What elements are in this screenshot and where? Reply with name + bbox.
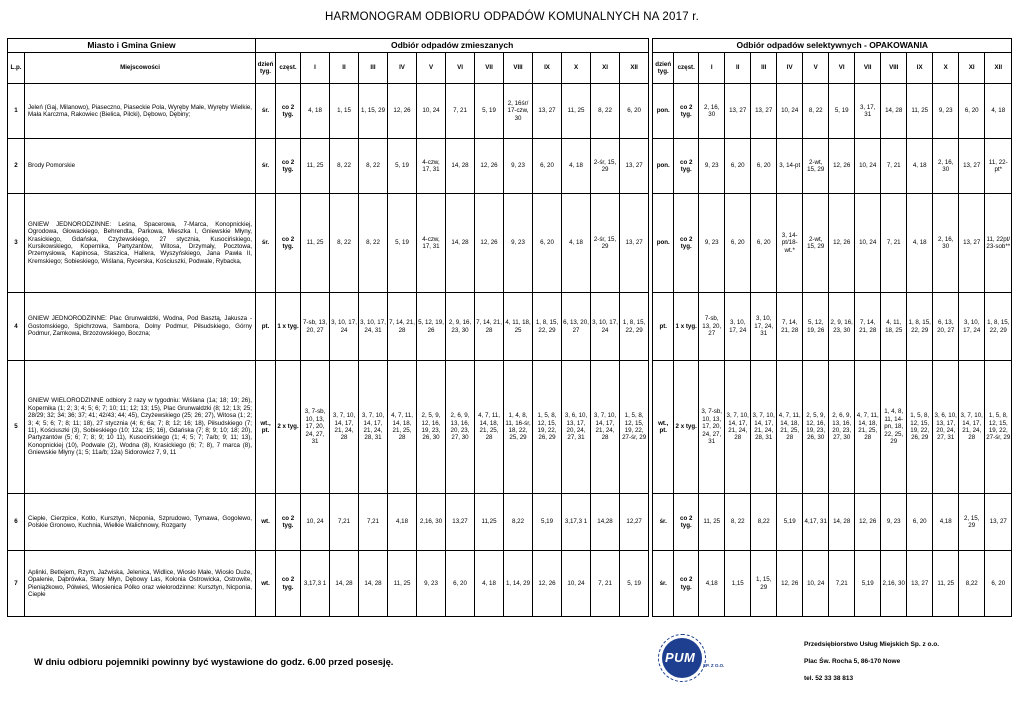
- mixed-dates-cell: 4-czw, 17, 31: [417, 194, 446, 293]
- mixed-dates-cell: 14, 28: [446, 139, 475, 194]
- selective-dates-cell: 8,22: [959, 551, 985, 617]
- month-header: VII: [855, 53, 881, 84]
- month-header: IX: [907, 53, 933, 84]
- selective-dates-cell: 7, 21: [881, 139, 907, 194]
- day-header: dzień tyg.: [653, 53, 674, 84]
- selective-dates-cell: 14, 28: [881, 84, 907, 139]
- selective-dates-cell: 3, 14-pt/18-wt.*: [777, 194, 803, 293]
- selective-frequency: co 2 tyg.: [674, 194, 699, 293]
- selective-dates-cell: 1, 5, 8, 12, 15, 19, 22, 27-śr, 29: [985, 361, 1012, 494]
- schedule-row: [8, 551, 1012, 617]
- selective-dates-cell: 4,18: [699, 551, 725, 617]
- selective-dates-cell: 5, 19: [829, 84, 855, 139]
- mixed-dates-cell: 4, 18: [562, 194, 591, 293]
- mixed-dates-cell: 6, 13, 20, 27: [562, 293, 591, 361]
- selective-dates-cell: 2-wt, 15, 29: [803, 194, 829, 293]
- mixed-dates-cell: 4, 11, 18, 25: [504, 293, 533, 361]
- month-header: VII: [475, 53, 504, 84]
- selective-dates-cell: 4, 18: [985, 84, 1012, 139]
- mixed-dates-cell: 13, 27: [620, 139, 649, 194]
- mixed-dates-cell: 4, 18: [301, 84, 330, 139]
- month-header: IV: [388, 53, 417, 84]
- mixed-dates-cell: 4, 7, 11, 14, 18, 21, 25, 28: [475, 361, 504, 494]
- selective-dates-cell: 13, 27: [985, 494, 1012, 551]
- selective-dates-cell: 1,15: [725, 551, 751, 617]
- locality-list: GNIEW JEDNORODZINNE: Plac Grunwaldzki, Wodna, Pod Basztą, Jakusza -Gostomskiego, Spichrzowa, Sambora, Dolny Podmur, Piłsudskiego, Górny Podmur, Zamkowa, Brzozowskiego, Boczna;: [25, 293, 256, 361]
- mixed-dates-cell: 3, 6, 10, 13, 17, 20, 24, 27, 31: [562, 361, 591, 494]
- locality-list: Ciepłe, Cierzpice, Kotło, Kursztyn, Nicponia, Szprudowo, Tymawa, Gogolewo, Polskie Gronowo, Kuchnia, Wielkie Walichnowy, Rozgarty: [25, 494, 256, 551]
- selective-dates-cell: 13, 27: [907, 551, 933, 617]
- mixed-dates-cell: 11, 25: [301, 139, 330, 194]
- selective-day: pon.: [653, 84, 674, 139]
- mixed-dates-cell: 11,25: [475, 494, 504, 551]
- mixed-dates-cell: 2-śr, 15, 29: [591, 194, 620, 293]
- selective-dates-cell: 11, 25: [907, 84, 933, 139]
- header-row-top: [8, 39, 1012, 53]
- mixed-dates-cell: 1, 14, 29: [504, 551, 533, 617]
- mixed-dates-cell: 14,28: [591, 494, 620, 551]
- mixed-frequency: 1 x tyg.: [276, 293, 301, 361]
- selective-dates-cell: 8,22: [751, 494, 777, 551]
- selective-day: pt.: [653, 293, 674, 361]
- selective-dates-cell: 7, 14, 21, 28: [855, 293, 881, 361]
- area-header: Miasto i Gmina Gniew: [8, 39, 256, 53]
- logo-sub: SP. Z O.O.: [703, 663, 725, 668]
- mixed-dates-cell: 7,21: [359, 494, 388, 551]
- selective-dates-cell: 7-sb, 13, 20, 27: [699, 293, 725, 361]
- mixed-day: wt.: [256, 551, 276, 617]
- month-header: VIII: [881, 53, 907, 84]
- mixed-dates-cell: 2, 16śr/ 17-czw, 30: [504, 84, 533, 139]
- selective-dates-cell: 13, 27: [725, 84, 751, 139]
- selective-dates-cell: 10, 24: [855, 194, 881, 293]
- freq-header: częst.: [674, 53, 699, 84]
- selective-frequency: co 2 tyg.: [674, 84, 699, 139]
- selective-dates-cell: 2-wt, 15, 29: [803, 139, 829, 194]
- collection-notice: W dniu odbioru pojemniki powinny być wystawione do godz. 6.00 przed posesję.: [34, 656, 394, 667]
- mixed-dates-cell: 10, 24: [301, 494, 330, 551]
- mixed-dates-cell: 13,27: [446, 494, 475, 551]
- mixed-dates-cell: 7, 14, 21, 28: [475, 293, 504, 361]
- mixed-dates-cell: 8, 22: [591, 84, 620, 139]
- selective-dates-cell: 10, 24: [855, 139, 881, 194]
- mixed-dates-cell: 11, 25: [301, 194, 330, 293]
- mixed-dates-cell: 8,22: [504, 494, 533, 551]
- schedule-row: [8, 293, 1012, 361]
- mixed-dates-cell: 3, 7-sb, 10, 13, 17, 20, 24, 27, 31: [301, 361, 330, 494]
- mixed-dates-cell: 4, 18: [562, 139, 591, 194]
- selective-dates-cell: 6, 20: [959, 84, 985, 139]
- row-number: 4: [8, 293, 25, 361]
- mixed-dates-cell: 1, 8, 15, 22, 29: [533, 293, 562, 361]
- selective-dates-cell: 14, 28: [829, 494, 855, 551]
- mixed-dates-cell: 3,17,3 1: [562, 494, 591, 551]
- mixed-dates-cell: 9, 23: [417, 551, 446, 617]
- mixed-dates-cell: 3, 10, 17, 24: [591, 293, 620, 361]
- mixed-frequency: co 2 tyg.: [276, 551, 301, 617]
- month-header: VIII: [504, 53, 533, 84]
- selective-dates-cell: 12, 26: [829, 139, 855, 194]
- month-header: XI: [959, 53, 985, 84]
- selective-dates-cell: 3, 6, 10, 13, 17, 20, 24, 27, 31: [933, 361, 959, 494]
- mixed-day: śr.: [256, 84, 276, 139]
- mixed-day: pt.: [256, 293, 276, 361]
- mixed-dates-cell: 5, 19: [388, 194, 417, 293]
- selective-dates-cell: 6, 20: [985, 551, 1012, 617]
- mixed-dates-cell: 11, 25: [388, 551, 417, 617]
- month-header: V: [803, 53, 829, 84]
- selective-dates-cell: 1, 5, 8, 12, 15, 19, 22, 26, 29: [907, 361, 933, 494]
- selective-dates-cell: 3, 10, 17, 24, 31: [751, 293, 777, 361]
- row-number: 1: [8, 84, 25, 139]
- mixed-dates-cell: 5, 19: [475, 84, 504, 139]
- company-address: Plac Św. Rocha 5, 86-170 Nowe: [804, 658, 901, 665]
- selective-dates-cell: 9, 23: [699, 194, 725, 293]
- selective-dates-cell: 6, 20: [751, 139, 777, 194]
- company-name: Przedsiębiorstwo Usług Miejskich Sp. z o.o.: [804, 641, 940, 648]
- month-header: II: [725, 53, 751, 84]
- selective-dates-cell: 11, 22pt/ 23-sob**: [985, 194, 1012, 293]
- schedule-row: [8, 361, 1012, 494]
- mixed-dates-cell: 6, 20: [446, 551, 475, 617]
- selective-dates-cell: 3, 7-sb, 10, 13, 17, 20, 24, 27, 31: [699, 361, 725, 494]
- selective-dates-cell: 4, 7, 11, 14, 18, 21, 25, 28: [855, 361, 881, 494]
- mixed-dates-cell: 1, 15: [330, 84, 359, 139]
- lp-header: L.p.: [8, 53, 25, 84]
- selective-dates-cell: 11, 25: [933, 551, 959, 617]
- locality-list: Brody Pomorskie: [25, 139, 256, 194]
- selective-dates-cell: 6, 20: [751, 194, 777, 293]
- month-header: VI: [829, 53, 855, 84]
- month-header: II: [330, 53, 359, 84]
- selective-frequency: 1 x tyg.: [674, 293, 699, 361]
- mixed-dates-cell: 12, 26: [388, 84, 417, 139]
- schedule-row: [8, 84, 1012, 139]
- selective-dates-cell: 3, 7, 10, 14, 17, 21, 24, 28: [725, 361, 751, 494]
- selective-frequency: co 2 tyg.: [674, 139, 699, 194]
- selective-dates-cell: 3, 17, 31: [855, 84, 881, 139]
- mixed-frequency: co 2 tyg.: [276, 139, 301, 194]
- selective-dates-cell: 3, 7, 10, 14, 17, 21, 24, 28: [959, 361, 985, 494]
- selective-dates-cell: 10, 24: [777, 84, 803, 139]
- month-header: I: [699, 53, 725, 84]
- mixed-dates-cell: 6, 20: [620, 84, 649, 139]
- selective-dates-cell: 1, 15, 29: [751, 551, 777, 617]
- month-header: XII: [620, 53, 649, 84]
- selective-dates-cell: 4, 11, 18, 25: [881, 293, 907, 361]
- selective-dates-cell: 2, 16, 30: [933, 194, 959, 293]
- document-title: HARMONOGRAM ODBIORU ODPADÓW KOMUNALNYCH NA 2017 r.: [324, 11, 699, 23]
- month-header: VI: [446, 53, 475, 84]
- mixed-dates-cell: 2,16, 30: [417, 494, 446, 551]
- mixed-frequency: co 2 tyg.: [276, 84, 301, 139]
- schedule-row: [8, 139, 1012, 194]
- selective-dates-cell: 7, 14, 21, 28: [777, 293, 803, 361]
- mixed-dates-cell: 1, 5, 8, 12, 15, 19, 22, 27-śr, 29: [620, 361, 649, 494]
- freq-header: częst.: [276, 53, 301, 84]
- mixed-dates-cell: 7,21: [330, 494, 359, 551]
- locality-list: GNIEW JEDNORODZINNE: Leśna, Spacerowa, 7-Marca, Konopnickiej, Ogrodowa, Głowackiego, Behrendta, Parkowa, Mieszka I, Gniewskie Młyny, Krasickiego, Gdańska, Czyżewskiego, 27 stycznia, Kusocińskiego, Kursikowskiego, Kopernika, Partyzantów, Witosa, Drzymały, Pocztowa, Przemysłowa, Kapinosa, Staszica, Hallera, Wyszyńskiego, Jana Pawła II, Kremskiego; Sobieskiego, Wiślana, Rycerska, Kościuszki, Podwale, Rybacka,: [25, 194, 256, 293]
- mixed-frequency: 2 x tyg.: [276, 361, 301, 494]
- mixed-dates-cell: 8, 22: [359, 194, 388, 293]
- selective-frequency: co 2 tyg.: [674, 494, 699, 551]
- selective-dates-cell: 12, 26: [829, 194, 855, 293]
- mixed-dates-cell: 13, 27: [620, 194, 649, 293]
- mixed-dates-cell: 1, 8, 15, 22, 29: [620, 293, 649, 361]
- selective-dates-cell: 6, 20: [725, 139, 751, 194]
- locality-header: Miejscowości: [25, 53, 256, 84]
- locality-list: Jeleń (Gaj, Milanowo), Piaseczno, Piaseckie Pola, Wyręby Małe, Wyręby Wielkie, Mała Karczma, Rakowiec (Bielica, Pilcki), Dębowo, Dębiny;: [25, 84, 256, 139]
- selective-dates-cell: 1, 4, 8, 11, 14-pn, 18, 22, 25, 29: [881, 361, 907, 494]
- selective-dates-cell: 5,19: [855, 551, 881, 617]
- mixed-dates-cell: 1, 15, 29: [359, 84, 388, 139]
- selective-dates-cell: 9, 23: [881, 494, 907, 551]
- selective-dates-cell: 11, 22-pt*: [985, 139, 1012, 194]
- selective-dates-cell: 6, 20: [725, 194, 751, 293]
- month-header: XII: [985, 53, 1012, 84]
- mixed-dates-cell: 14, 28: [330, 551, 359, 617]
- selective-dates-cell: 3, 10, 17, 24: [959, 293, 985, 361]
- selective-dates-cell: 7, 21: [881, 194, 907, 293]
- mixed-dates-cell: 12, 26: [533, 551, 562, 617]
- selective-dates-cell: 6, 20: [907, 494, 933, 551]
- row-number: 6: [8, 494, 25, 551]
- mixed-dates-cell: 10, 24: [417, 84, 446, 139]
- mixed-frequency: co 2 tyg.: [276, 194, 301, 293]
- mixed-dates-cell: 4, 7, 11, 14, 18, 21, 25, 28: [388, 361, 417, 494]
- selective-dates-cell: 1, 8, 15, 22, 29: [907, 293, 933, 361]
- mixed-dates-cell: 2, 5, 9, 12, 16, 19, 23, 26, 30: [417, 361, 446, 494]
- month-header: XI: [591, 53, 620, 84]
- selective-dates-cell: 2, 9, 16, 23, 30: [829, 293, 855, 361]
- selective-dates-cell: 8, 22: [725, 494, 751, 551]
- selective-dates-cell: 2, 5, 9, 12, 16, 19, 23, 26, 30: [803, 361, 829, 494]
- selective-day: pon.: [653, 194, 674, 293]
- day-header: dzień tyg.: [256, 53, 276, 84]
- selective-day: śr.: [653, 494, 674, 551]
- mixed-dates-cell: 8, 22: [330, 194, 359, 293]
- mixed-dates-cell: 4, 18: [475, 551, 504, 617]
- company-phone: tel. 52 33 38 813: [804, 675, 854, 682]
- schedule-row: [8, 494, 1012, 551]
- month-header: IX: [533, 53, 562, 84]
- month-header: I: [301, 53, 330, 84]
- selective-dates-cell: 8, 22: [803, 84, 829, 139]
- row-number: 5: [8, 361, 25, 494]
- selective-dates-cell: 2, 15, 29: [959, 494, 985, 551]
- mixed-dates-cell: 12,27: [620, 494, 649, 551]
- row-number: 2: [8, 139, 25, 194]
- selective-dates-cell: 2, 16, 30: [699, 84, 725, 139]
- mixed-dates-cell: 3, 7, 10, 14, 17, 21, 24, 28: [591, 361, 620, 494]
- logo-word: PUM: [665, 650, 696, 665]
- selective-dates-cell: 9, 23: [933, 84, 959, 139]
- mixed-dates-cell: 8, 22: [359, 139, 388, 194]
- mixed-dates-cell: 7, 21: [446, 84, 475, 139]
- selective-dates-cell: 13, 27: [959, 194, 985, 293]
- mixed-dates-cell: 5,19: [533, 494, 562, 551]
- month-header: III: [751, 53, 777, 84]
- mixed-dates-cell: 7, 21: [591, 551, 620, 617]
- selective-dates-cell: 2, 16, 30: [933, 139, 959, 194]
- mixed-dates-cell: 14, 28: [446, 194, 475, 293]
- company-info: [804, 642, 939, 693]
- selective-day: wt., pt.: [653, 361, 674, 494]
- mixed-dates-cell: 5, 19: [388, 139, 417, 194]
- mixed-dates-cell: 2-śr, 15, 29: [591, 139, 620, 194]
- locality-list: GNIEW WIELORODZINNE odbiory 2 razy w tygodniu: Wiślana (1a; 18; 19; 26), Kopernika (1; 2; 3; 4; 5; 6; 7; 10; 11; 12; 13; 15), Plac Grunwaldzki (8; 12; 13; 25; 28/29; 32; 34; 36; 37; 41; 42/43; 44; 45), Czyżewskiego (25; 26; 27), Witosa (1; 2; 3; 4; 5; 6; 7; 8; 11; 18), 27 stycznia (4; 6; 6a; 7; 8; 12; 16; 18), Piłsudskiego (7; 11), Kościuszki (3), Sobieskiego (10; 12a; 15; 16), Gdańska (7; 8; 9; 10; 18; 20), Partyzantów (5; 6; 7; 8; 9; 10 11), Kusocińskiego (1; 4; 5; 7; 7a/b; 9; 11; 13), Konopnickiej (10), Podwale (2), Wodna (8), Krasickiego (6; 7; 8), 7 marca (8), Gniewskie Młyny (1; 5; 11a/b; 12a) Sidorowicz 7, 9, 11: [25, 361, 256, 494]
- mixed-dates-cell: 7-sb, 13, 20, 27: [301, 293, 330, 361]
- mixed-dates-cell: 3, 10, 17, 24, 31: [359, 293, 388, 361]
- selective-dates-cell: 13, 27: [751, 84, 777, 139]
- selective-dates-cell: 12, 26: [777, 551, 803, 617]
- mixed-dates-cell: 4-czw, 17, 31: [417, 139, 446, 194]
- company-logo: [643, 636, 761, 686]
- mixed-dates-cell: 3,17,3 1: [301, 551, 330, 617]
- mixed-dates-cell: 3, 7, 10, 14, 17, 21, 24, 28, 31: [359, 361, 388, 494]
- month-header: V: [417, 53, 446, 84]
- selective-dates-cell: 6, 13, 20, 27: [933, 293, 959, 361]
- schedule-row: [8, 194, 1012, 293]
- mixed-dates-cell: 11, 25: [562, 84, 591, 139]
- selective-dates-cell: 7,21: [829, 551, 855, 617]
- selective-dates-cell: 1, 8, 15, 22, 29: [985, 293, 1012, 361]
- mixed-dates-cell: 13, 27: [533, 84, 562, 139]
- selective-dates-cell: 12, 26: [855, 494, 881, 551]
- mixed-dates-cell: 12, 26: [475, 194, 504, 293]
- mixed-dates-cell: 10, 24: [562, 551, 591, 617]
- locality-list: Aplinki, Betlejem, Rzym, Jaźwiska, Jelenica, Widlice, Wiosło Małe, Wiosło Duże, Opalenie, Dąbrówka, Stary Młyn, Dębowy Las, Kolonia Ostrowicka, Ostrowite, Pieniążkowo, Półwieś, Włosienica Pólko oraz wielorodzinne: Kursztyn, Nicponia, Ciepłe: [25, 551, 256, 617]
- row-number: 7: [8, 551, 25, 617]
- selective-dates-cell: 11, 25: [699, 494, 725, 551]
- mixed-day: wt., pt.: [256, 361, 276, 494]
- mixed-frequency: co 2 tyg.: [276, 494, 301, 551]
- selective-dates-cell: 2, 6, 9, 13, 16, 20, 23, 27, 30: [829, 361, 855, 494]
- selective-dates-cell: 5, 12, 19, 26: [803, 293, 829, 361]
- selective-dates-cell: 4,17, 31: [803, 494, 829, 551]
- mixed-dates-cell: 7, 14, 21, 28: [388, 293, 417, 361]
- selective-day: śr.: [653, 551, 674, 617]
- month-header: IV: [777, 53, 803, 84]
- selective-dates-cell: 10, 24: [803, 551, 829, 617]
- month-header: X: [933, 53, 959, 84]
- mixed-day: wt.: [256, 494, 276, 551]
- selective-dates-cell: 13, 27: [959, 139, 985, 194]
- mixed-dates-cell: 5, 12, 19, 26: [417, 293, 446, 361]
- selective-frequency: 2 x tyg.: [674, 361, 699, 494]
- selective-dates-cell: 3, 10, 17, 24: [725, 293, 751, 361]
- selective-header: Odbiór odpadów selektywnych - OPAKOWANIA: [653, 39, 1012, 53]
- selective-dates-cell: 3, 7, 10, 14, 17, 21, 24, 28, 31: [751, 361, 777, 494]
- mixed-dates-cell: 2, 9, 16, 23, 30: [446, 293, 475, 361]
- mixed-header: Odbiór odpadów zmieszanych: [256, 39, 649, 53]
- selective-dates-cell: 5,19: [777, 494, 803, 551]
- selective-dates-cell: 4, 18: [907, 139, 933, 194]
- mixed-dates-cell: 12, 26: [475, 139, 504, 194]
- mixed-dates-cell: 1, 5, 8, 12, 15, 19, 22, 26, 29: [533, 361, 562, 494]
- mixed-dates-cell: 9, 23: [504, 139, 533, 194]
- selective-dates-cell: 2,16, 30: [881, 551, 907, 617]
- selective-dates-cell: 4,18: [933, 494, 959, 551]
- header-row-columns: [8, 53, 1012, 84]
- selective-frequency: co 2 tyg.: [674, 551, 699, 617]
- mixed-day: śr.: [256, 139, 276, 194]
- selective-dates-cell: 9, 23: [699, 139, 725, 194]
- mixed-dates-cell: 2, 6, 9, 13, 16, 20, 23, 27, 30: [446, 361, 475, 494]
- selective-dates-cell: 4, 18: [907, 194, 933, 293]
- selective-dates-cell: 4, 7, 11, 14, 18, 21, 25, 28: [777, 361, 803, 494]
- mixed-dates-cell: 3, 10, 17, 24: [330, 293, 359, 361]
- mixed-dates-cell: 4,18: [388, 494, 417, 551]
- mixed-dates-cell: 14, 28: [359, 551, 388, 617]
- selective-dates-cell: 3, 14-pt: [777, 139, 803, 194]
- mixed-dates-cell: 3, 7, 10, 14, 17, 21, 24, 28: [330, 361, 359, 494]
- mixed-dates-cell: 8, 22: [330, 139, 359, 194]
- month-header: X: [562, 53, 591, 84]
- month-header: III: [359, 53, 388, 84]
- mixed-dates-cell: 6, 20: [533, 139, 562, 194]
- mixed-dates-cell: 5, 19: [620, 551, 649, 617]
- mixed-dates-cell: 9, 23: [504, 194, 533, 293]
- row-number: 3: [8, 194, 25, 293]
- selective-day: pon.: [653, 139, 674, 194]
- mixed-dates-cell: 6, 20: [533, 194, 562, 293]
- mixed-day: śr.: [256, 194, 276, 293]
- schedule-table: [7, 38, 1012, 617]
- mixed-dates-cell: 1, 4, 8, 11, 16-śr, 18, 22, 25, 29: [504, 361, 533, 494]
